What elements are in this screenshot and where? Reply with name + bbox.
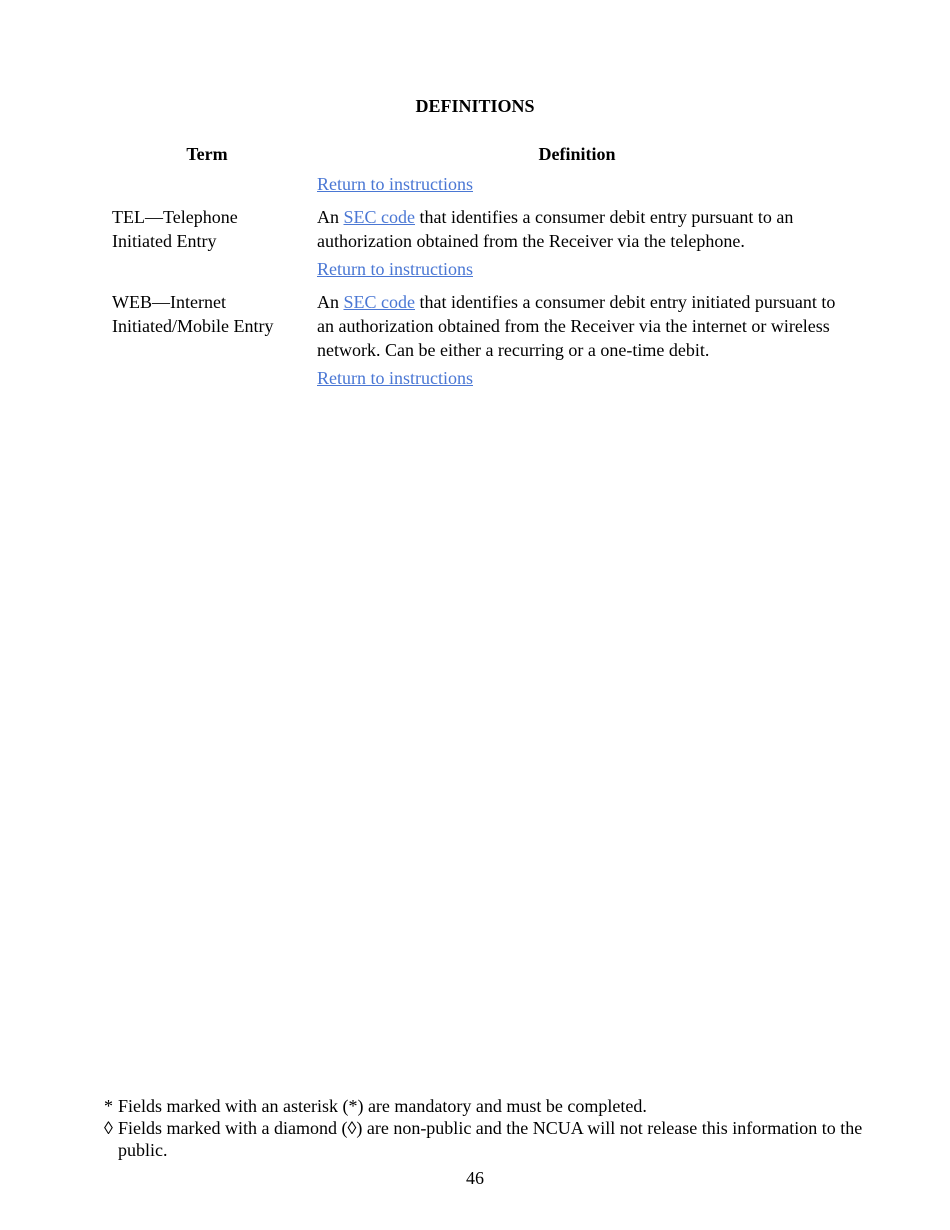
page-title: DEFINITIONS — [415, 96, 535, 116]
definition-text: that identifies a consumer debit entry initiated pursuant to an authorization obtained from the Receiver via the internet or wireless network. Can be either a recurring or a one-time debit. — [317, 292, 836, 360]
footnote-diamond — [104, 1117, 864, 1161]
return-to-instructions-link[interactable]: Return to instructions — [317, 368, 473, 388]
term-web — [112, 290, 307, 338]
footnotes — [104, 1095, 864, 1161]
definition-tel — [317, 205, 847, 253]
sec-code-link[interactable]: SEC code — [343, 292, 415, 312]
term-line: Initiated/Mobile Entry — [112, 316, 274, 336]
footnote-text: Fields marked with a diamond (◊) are non-public and the NCUA will not release this information to the public. — [118, 1118, 863, 1160]
definition-text: that identifies a consumer debit entry pursuant to an authorization obtained from the Receiver via the telephone. — [317, 207, 794, 251]
return-to-instructions-link[interactable]: Return to instructions — [317, 174, 473, 194]
term-line: TEL—Telephone — [112, 207, 238, 227]
footnote-asterisk — [104, 1095, 864, 1117]
term-line: Initiated Entry — [112, 231, 217, 251]
footnote-text: Fields marked with an asterisk (*) are mandatory and must be completed. — [118, 1096, 647, 1116]
definition-prefix: An — [317, 292, 344, 312]
return-to-instructions-link[interactable]: Return to instructions — [317, 259, 473, 279]
term-tel — [112, 205, 307, 253]
column-header-term: Term — [186, 144, 228, 164]
column-header-definition: Definition — [538, 144, 616, 164]
definition-web — [317, 290, 847, 362]
page-number: 46 — [466, 1168, 484, 1188]
definition-prefix: An — [317, 207, 344, 227]
asterisk-mark: * — [104, 1096, 113, 1116]
term-line: WEB—Internet — [112, 292, 226, 312]
diamond-icon: ◊ — [104, 1118, 113, 1138]
sec-code-link[interactable]: SEC code — [343, 207, 415, 227]
